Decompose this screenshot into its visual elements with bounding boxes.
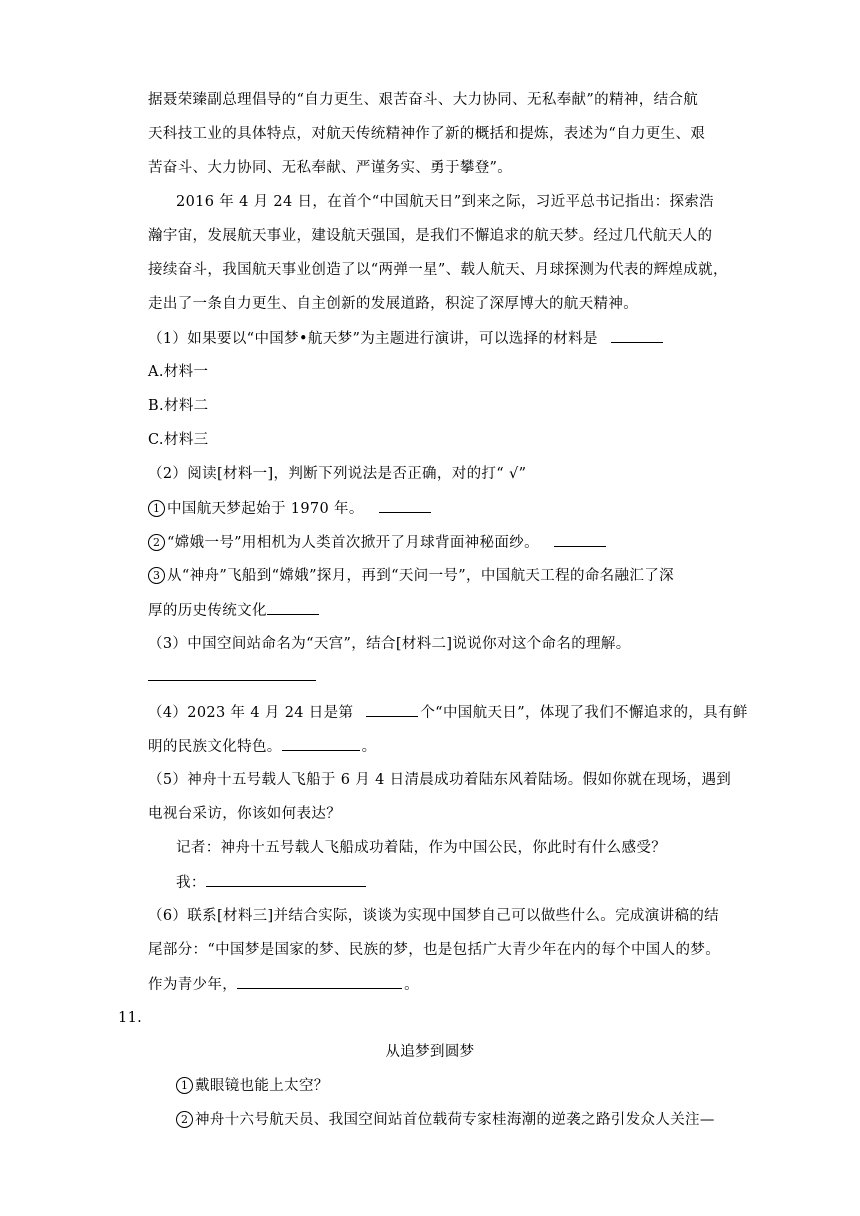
q5-reporter: 记者：神舟十五号载人飞船成功着陆，作为中国公民，你此时有什么感受？: [176, 840, 667, 856]
q5-line-1: （5）神舟十五号载人飞船于 6 月 4 日清晨成功着陆东风着陆场。假如你就在现场，遇到: [148, 772, 732, 788]
q1-option-b: B.材料二: [148, 398, 209, 414]
q11-number: 11.: [118, 1010, 143, 1026]
q2-item-2-text: “嫦娥一号”用相机为人类首次掀开了月球背面神秘面纱。: [167, 535, 539, 551]
q2-item-3-cont: [148, 600, 745, 621]
q6-line-3: [148, 974, 745, 995]
q4-line-1: [148, 702, 748, 723]
circled-number-1: 1: [176, 1077, 193, 1094]
q1-stem: [148, 328, 745, 349]
q4-end: 。: [361, 739, 377, 755]
q2-stem: （2）阅读[材料一]，判断下列说法是否正确，对的打“ √”: [148, 466, 527, 482]
q6-line-1: （6）联系[材料三]并结合实际，谈谈为实现中国梦自己可以做些什么。完成演讲稿的结: [148, 908, 720, 924]
paragraph1-line-1: 据聂荣臻副总理倡导的“自力更生、艰苦奋斗、大力协同、无私奉献”的精神，结合航: [148, 92, 699, 108]
q6-answer-blank[interactable]: [237, 974, 402, 989]
circled-number-3: 3: [148, 567, 165, 584]
q2-item-2: [148, 532, 745, 553]
q1-option-c: C.材料三: [148, 432, 209, 448]
q5-line-2: 电视台采访，你该如何表达？: [148, 806, 342, 822]
q2-item-3-text: 从“神舟”飞船到“嫦娥”探月，再到“天问一号”，中国航天工程的命名融汇了深: [167, 568, 674, 584]
q6-end: 。: [404, 977, 419, 993]
paragraph1-line-2: 天科技工业的具体特点，对航天传统精神作了新的概括和提炼，表述为“自力更生、艰: [148, 126, 706, 142]
q3-stem: （3）中国空间站命名为“天宫”，结合[材料二]说说你对这个命名的理解。: [148, 636, 631, 652]
q1-stem-text: （1）如果要以“中国梦•航天梦”为主题进行演讲，可以选择的材料是: [148, 331, 598, 347]
paragraph2-line-1: 2016 年 4 月 24 日，在首个“中国航天日”到来之际，习近平总书记指出：探索浩: [176, 194, 714, 210]
q1-option-a: A.材料一: [148, 364, 209, 380]
q6-line-2: 尾部分：“中国梦是国家的梦、民族的梦，也是包括广大青少年在内的每个中国人的梦。: [148, 942, 721, 958]
circled-number-1: 1: [148, 500, 165, 517]
circled-number-2: 2: [148, 534, 165, 551]
q2-item-3-blank[interactable]: [267, 600, 319, 615]
q4-part1: （4）2023 年 4 月 24 日是第: [148, 705, 354, 721]
paragraph1-line-3: 苦奋斗、大力协同、无私奉献、严谨务实、勇于攀登”。: [148, 160, 513, 176]
q5-answer-blank[interactable]: [206, 872, 366, 887]
q11-item-2: [176, 1110, 745, 1130]
q4-line-2: [148, 736, 745, 757]
q5-me: [176, 872, 745, 893]
q2-item-3-cont-text: 厚的历史传统文化: [148, 603, 267, 619]
q2-item-3: [148, 566, 745, 586]
q2-item-1: [148, 498, 745, 519]
q4-blank-2[interactable]: [282, 736, 360, 751]
paragraph2-line-4: 走出了一条自力更生、自主创新的发展道路，积淀了深厚博大的航天精神。: [148, 296, 639, 312]
q1-answer-blank[interactable]: [611, 328, 663, 343]
q4-line2-text: 明的民族文化特色。: [148, 739, 282, 755]
q3-answer-line[interactable]: [148, 680, 316, 681]
paragraph2-line-3: 接续奋斗，我国航天事业创造了以“两弹一星”、载人航天、月球探测为代表的辉煌成就，: [148, 262, 728, 278]
q2-item-1-text: 中国航天梦起始于 1970 年。: [167, 501, 364, 517]
q11-item-1: [176, 1076, 745, 1096]
q6-line3-text: 作为青少年，: [148, 977, 238, 993]
q4-part2: 个“中国航天日”，体现了我们不懈追求的，具有鲜: [420, 705, 748, 721]
circled-number-2: 2: [176, 1111, 193, 1128]
q2-item-1-blank[interactable]: [379, 498, 431, 513]
q11-item-2-text: 神舟十六号航天员、我国空间站首位载荷专家桂海潮的逆袭之路引发众人关注—: [195, 1112, 715, 1128]
q4-blank-1[interactable]: [366, 702, 418, 717]
q11-item-1-text: 戴眼镜也能上太空？: [195, 1078, 329, 1094]
q2-item-2-blank[interactable]: [554, 532, 606, 547]
q11-title: 从追梦到圆梦: [385, 1044, 475, 1060]
paragraph2-line-2: 瀚宇宙，发展航天事业，建设航天强国，是我们不懈追求的航天梦。经过几代航天人的: [148, 228, 713, 244]
q5-me-label: 我：: [176, 875, 206, 891]
